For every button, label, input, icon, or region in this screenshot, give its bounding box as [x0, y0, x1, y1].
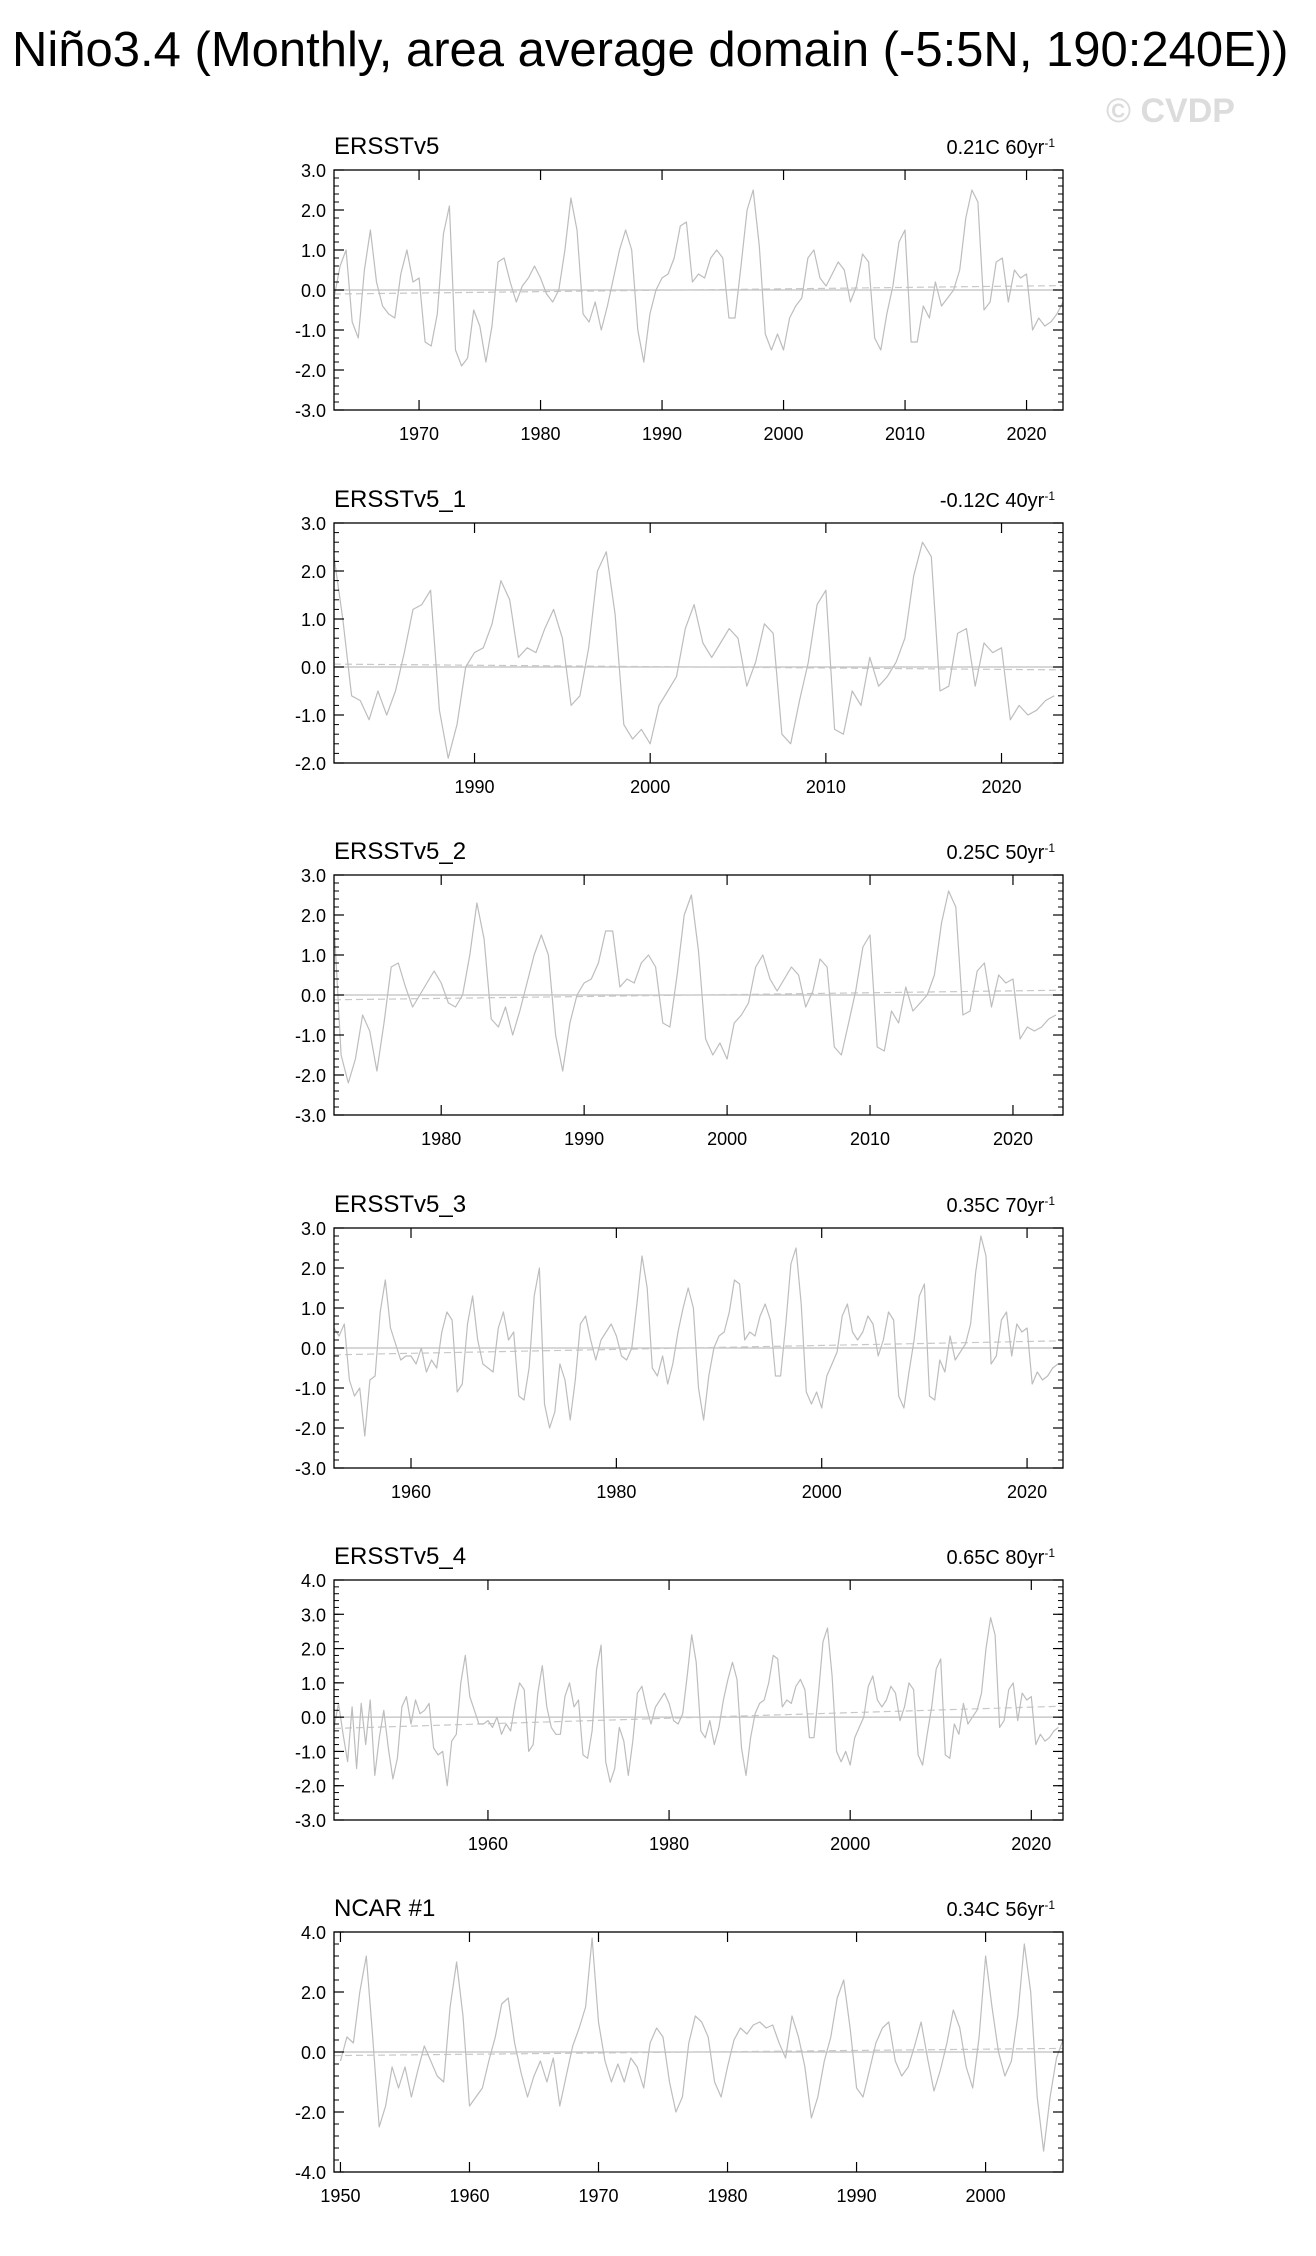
trend-label-exponent: -1: [1044, 1194, 1055, 1208]
y-tick-label: 3.0: [300, 1219, 326, 1239]
y-tick-label: -1.0: [294, 1742, 326, 1763]
chart-panel-4: [295, 1191, 1063, 1502]
x-tick-label: 1980: [649, 1834, 690, 1854]
panel-title: NCAR #1: [334, 1895, 436, 1922]
y-tick-label: -2.0: [294, 1066, 326, 1086]
chart-panel-1: [295, 133, 1063, 444]
trend-label: 0.21C $60yr^{-1}$: [946, 136, 1055, 159]
y-tick-label: 1.0: [300, 610, 326, 630]
y-tick-label: 4.0: [300, 1571, 326, 1591]
x-tick-label: 1980: [421, 1129, 462, 1149]
y-tick-label: -1.0: [294, 321, 326, 341]
y-tick-label: 3.0: [300, 514, 326, 534]
y-tick-label: -2.0: [294, 1419, 326, 1439]
series-line: [334, 1236, 1058, 1436]
x-tick-label: 2020: [981, 777, 1022, 797]
y-tick-label: 1.0: [300, 241, 326, 261]
y-tick-label: 3.0: [300, 161, 326, 181]
x-tick-label: 1980: [520, 424, 561, 444]
x-tick-label: 1990: [564, 1129, 605, 1149]
x-tick-label: 2010: [805, 777, 846, 797]
y-tick-label: -1.0: [294, 1026, 326, 1046]
series-line: [334, 891, 1056, 1083]
x-tick-label: 2020: [1011, 1834, 1052, 1854]
y-tick-label: 3.0: [300, 1605, 326, 1626]
y-tick-label: -3.0: [294, 1811, 326, 1831]
y-tick-label: 1.0: [300, 1299, 326, 1319]
trend-label-exponent: -1: [1044, 841, 1055, 855]
y-tick-label: -2.0: [294, 2103, 326, 2123]
x-tick-label: 2010: [885, 424, 926, 444]
x-tick-label: 1980: [707, 2186, 748, 2206]
panel-title: ERSSTv5: [334, 133, 440, 160]
chart-panel-2: [295, 486, 1063, 797]
page-title: Niño3.4 (Monthly, area average domain (-5:5N, 190:240E)): [12, 23, 1289, 77]
y-tick-label: -3.0: [294, 1106, 326, 1126]
series-line: [341, 1938, 1064, 2151]
x-tick-label: 1990: [642, 424, 683, 444]
x-tick-label: 2020: [1006, 424, 1047, 444]
trend-label-exponent: -1: [1044, 136, 1055, 150]
x-tick-label: 1990: [836, 2186, 877, 2206]
x-tick-label: 1960: [449, 2186, 490, 2206]
chart-panel-6: [295, 1895, 1063, 2206]
y-tick-label: 0.0: [300, 1708, 326, 1729]
panel-title: ERSSTv5_1: [334, 486, 467, 513]
x-tick-label: 2010: [850, 1129, 891, 1149]
y-tick-label: -2.0: [294, 361, 326, 381]
y-tick-label: 0.0: [300, 658, 326, 678]
x-tick-label: 2000: [763, 424, 804, 444]
y-tick-label: 2.0: [300, 562, 326, 582]
x-tick-label: 2020: [992, 1129, 1033, 1149]
y-tick-label: -3.0: [294, 401, 326, 421]
chart-panel-3: [295, 838, 1063, 1149]
x-tick-label: 2000: [801, 1482, 842, 1502]
panel-title: ERSSTv5_3: [334, 1191, 467, 1218]
panel-title: ERSSTv5_4: [334, 1543, 467, 1570]
x-tick-label: 2000: [630, 777, 671, 797]
panel-title: ERSSTv5_2: [334, 838, 467, 865]
x-tick-label: 2000: [707, 1129, 748, 1149]
trend-label: 0.65C $80yr^{-1}$: [946, 1546, 1055, 1569]
x-tick-label: 2000: [965, 2186, 1006, 2206]
trend-label: 0.35C $70yr^{-1}$: [946, 1194, 1055, 1217]
plot-frame: [334, 523, 1063, 763]
series-line: [334, 542, 1054, 758]
y-tick-label: 3.0: [300, 866, 326, 886]
y-tick-label: 4.0: [300, 1923, 326, 1943]
y-tick-label: -1.0: [294, 706, 326, 726]
trend-label-exponent: -1: [1044, 1898, 1055, 1912]
y-tick-label: 2.0: [300, 1259, 326, 1279]
y-tick-label: 0.0: [300, 281, 326, 301]
x-tick-label: 2020: [1007, 1482, 1048, 1502]
copyright-watermark: © CVDP: [1106, 92, 1235, 130]
x-tick-label: 2000: [830, 1834, 871, 1854]
y-tick-label: 1.0: [300, 1673, 326, 1694]
x-tick-label: 1980: [596, 1482, 637, 1502]
x-tick-label: 1960: [467, 1834, 508, 1854]
x-tick-label: 1970: [578, 2186, 619, 2206]
trend-label-exponent: -1: [1044, 489, 1055, 503]
y-tick-label: 0.0: [300, 1339, 326, 1359]
y-tick-label: -3.0: [294, 1459, 326, 1479]
series-line: [334, 1618, 1059, 1786]
y-tick-label: 0.0: [300, 986, 326, 1006]
x-tick-label: 1990: [454, 777, 495, 797]
y-tick-label: 2.0: [300, 906, 326, 926]
y-tick-label: -1.0: [294, 1379, 326, 1399]
x-tick-label: 1950: [320, 2186, 361, 2206]
y-tick-label: 0.0: [300, 2043, 326, 2063]
trend-label: 0.34C $56yr^{-1}$: [946, 1898, 1055, 1921]
trend-label: -0.12C $40yr^{-1}$: [939, 489, 1055, 512]
trend-label: 0.25C $50yr^{-1}$: [946, 841, 1055, 864]
y-tick-label: 2.0: [300, 1639, 326, 1660]
y-tick-label: -4.0: [294, 2163, 326, 2183]
y-tick-label: 2.0: [300, 201, 326, 221]
trend-label-exponent: -1: [1044, 1546, 1055, 1560]
chart-panel-5: [295, 1543, 1063, 1854]
y-tick-label: 1.0: [300, 946, 326, 966]
y-tick-label: -2.0: [294, 1776, 326, 1797]
series-line: [334, 190, 1063, 366]
y-tick-label: -2.0: [294, 754, 326, 774]
y-tick-label: 2.0: [300, 1983, 326, 2003]
x-tick-label: 1960: [390, 1482, 432, 1502]
x-tick-label: 1970: [399, 424, 440, 444]
